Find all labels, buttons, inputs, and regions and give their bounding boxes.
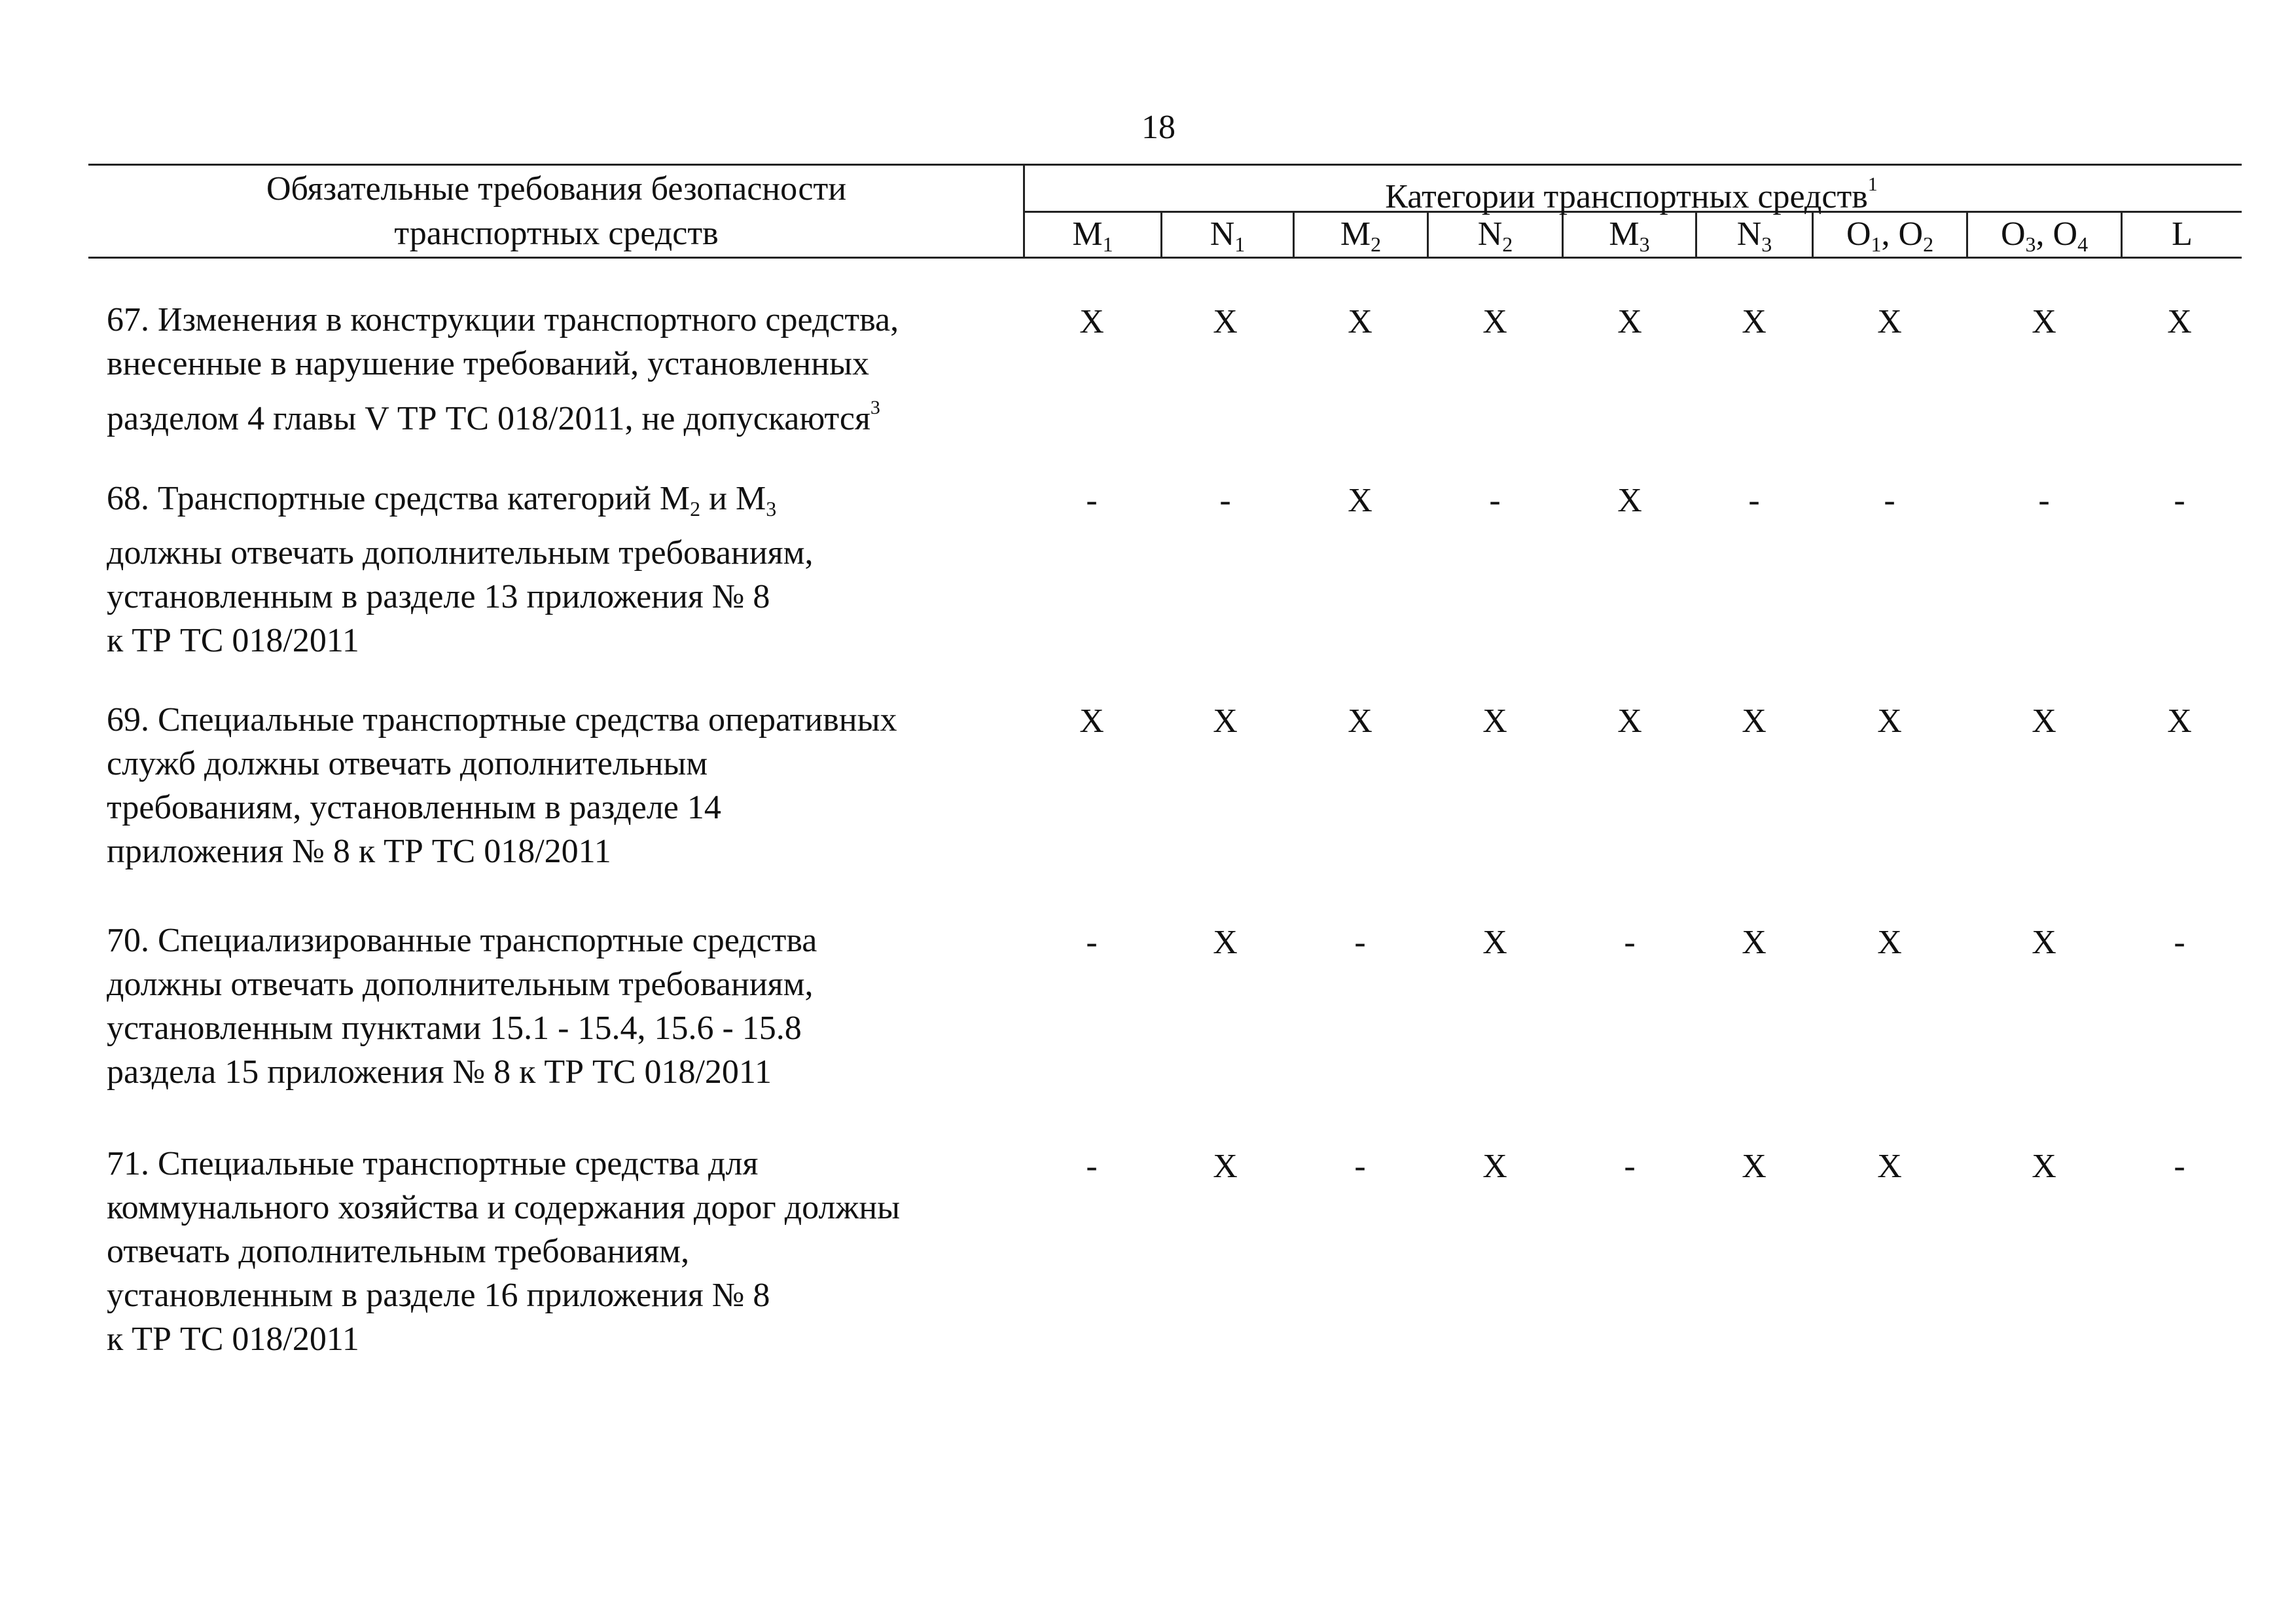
applicability-mark: - bbox=[1086, 482, 1098, 519]
applicability-mark: X bbox=[2032, 303, 2056, 340]
category-n2: $N_2$ bbox=[1477, 215, 1513, 256]
applicability-mark: X bbox=[1213, 702, 1238, 740]
requirement-68 bbox=[107, 477, 1023, 663]
requirement-line: отвечать дополнительным требованиям, bbox=[107, 1233, 690, 1270]
category-l: L bbox=[2172, 215, 2193, 253]
requirement-line: установленным пунктами 15.1 - 15.4, 15.6 - 15.8 bbox=[107, 1010, 802, 1047]
applicability-mark: - bbox=[1748, 482, 1760, 519]
applicability-mark: - bbox=[1624, 924, 1636, 961]
applicability-mark: - bbox=[2038, 482, 2050, 519]
applicability-mark: X bbox=[1079, 702, 1104, 740]
applicability-mark: X bbox=[1079, 303, 1104, 340]
applicability-mark: X bbox=[1213, 924, 1238, 961]
applicability-mark: - bbox=[2174, 924, 2185, 961]
requirement-line: установленным в разделе 13 приложения № 8 bbox=[107, 578, 770, 615]
footnote-ref: 1 bbox=[1867, 173, 1878, 195]
requirement-line: установленным в разделе 16 приложения № 8 bbox=[107, 1277, 770, 1314]
applicability-mark: X bbox=[2032, 1148, 2056, 1185]
applicability-mark: X bbox=[1877, 924, 1902, 961]
requirement-line: раздела 15 приложения № 8 к ТР ТС 018/2011 bbox=[107, 1053, 772, 1091]
applicability-mark: X bbox=[1617, 303, 1642, 340]
applicability-mark: - bbox=[1354, 924, 1366, 961]
requirement-67 bbox=[107, 298, 1023, 441]
category-o1-o2: $O_1$, $O_2$ bbox=[1846, 215, 1934, 256]
applicability-mark: X bbox=[1877, 702, 1902, 740]
applicability-mark: X bbox=[2167, 303, 2192, 340]
category-n3: $N_3$ bbox=[1736, 215, 1772, 256]
applicability-mark: X bbox=[1482, 702, 1507, 740]
requirement-line: требованиям, установленным в разделе 14 bbox=[107, 789, 721, 826]
applicability-mark: X bbox=[1482, 1148, 1507, 1185]
category-o3-o4: $O_3$, $O_4$ bbox=[2000, 215, 2089, 256]
applicability-mark: X bbox=[1742, 924, 1767, 961]
applicability-mark: - bbox=[1884, 482, 1895, 519]
applicability-mark: - bbox=[1624, 1148, 1636, 1185]
categories-header bbox=[1028, 165, 2235, 217]
applicability-mark: X bbox=[1348, 303, 1372, 340]
category-m2: $M_2$ bbox=[1340, 215, 1382, 256]
applicability-mark: X bbox=[1617, 702, 1642, 740]
requirement-line: 67. Изменения в конструкции транспортного средства, bbox=[107, 301, 899, 338]
applicability-mark: X bbox=[1617, 482, 1642, 519]
requirement-line: коммунального хозяйства и содержания дорог должны bbox=[107, 1189, 901, 1226]
applicability-mark: - bbox=[1354, 1148, 1366, 1185]
requirement-line: к ТР ТС 018/2011 bbox=[107, 1321, 359, 1358]
requirement-line: приложения № 8 к ТР ТС 018/2011 bbox=[107, 833, 611, 870]
requirement-71 bbox=[107, 1142, 1023, 1361]
applicability-mark: X bbox=[1742, 303, 1767, 340]
categories-title: Категории транспортных средств bbox=[1385, 178, 1868, 215]
applicability-mark: X bbox=[1742, 1148, 1767, 1185]
requirements-header-line: транспортных средств bbox=[394, 215, 719, 252]
applicability-mark: X bbox=[1877, 303, 1902, 340]
requirements-header bbox=[92, 167, 1021, 256]
applicability-mark: X bbox=[2032, 702, 2056, 740]
requirement-line: 71. Специальные транспортные средства для bbox=[107, 1145, 759, 1182]
applicability-mark: X bbox=[2032, 924, 2056, 961]
requirement-line: должны отвечать дополнительным требованиям, bbox=[107, 534, 814, 572]
category-m1: $M_1$ bbox=[1072, 215, 1113, 256]
applicability-mark: X bbox=[1213, 303, 1238, 340]
applicability-mark: - bbox=[1219, 482, 1231, 519]
page-number: 18 bbox=[1141, 109, 1175, 146]
requirement-line: должны отвечать дополнительным требованиям, bbox=[107, 966, 814, 1003]
applicability-mark: X bbox=[1742, 702, 1767, 740]
category-n1: $N_1$ bbox=[1210, 215, 1246, 256]
requirement-70 bbox=[107, 919, 1023, 1094]
requirements-header-line: Обязательные требования безопасности bbox=[266, 170, 847, 208]
applicability-mark: X bbox=[1348, 482, 1372, 519]
applicability-mark: X bbox=[1348, 702, 1372, 740]
applicability-mark: X bbox=[1877, 1148, 1902, 1185]
requirement-line: 68. Транспортные средства категорий $M_2$ и $M_3$ bbox=[107, 480, 777, 520]
applicability-mark: - bbox=[1086, 924, 1098, 961]
requirement-line: разделом 4 главы V ТР ТС 018/2011, не допускаются$^3$ bbox=[107, 397, 880, 437]
applicability-mark: X bbox=[1482, 924, 1507, 961]
requirement-line: внесенные в нарушение требований, установленных bbox=[107, 345, 870, 382]
requirement-line: 70. Специализированные транспортные средства bbox=[107, 922, 817, 959]
applicability-mark: X bbox=[1213, 1148, 1238, 1185]
requirement-69 bbox=[107, 698, 1023, 873]
applicability-mark: - bbox=[1086, 1148, 1098, 1185]
applicability-mark: - bbox=[1489, 482, 1501, 519]
category-m3: $M_3$ bbox=[1609, 215, 1650, 256]
footnote-ref: 3 bbox=[870, 397, 880, 418]
requirement-line: служб должны отвечать дополнительным bbox=[107, 745, 708, 782]
applicability-mark: - bbox=[2174, 482, 2185, 519]
requirement-line: 69. Специальные транспортные средства оперативных bbox=[107, 701, 897, 739]
applicability-mark: X bbox=[2167, 702, 2192, 740]
header-bottom-rule bbox=[88, 257, 2242, 259]
applicability-mark: X bbox=[1482, 303, 1507, 340]
requirement-line: к ТР ТС 018/2011 bbox=[107, 622, 359, 659]
applicability-mark: - bbox=[2174, 1148, 2185, 1185]
